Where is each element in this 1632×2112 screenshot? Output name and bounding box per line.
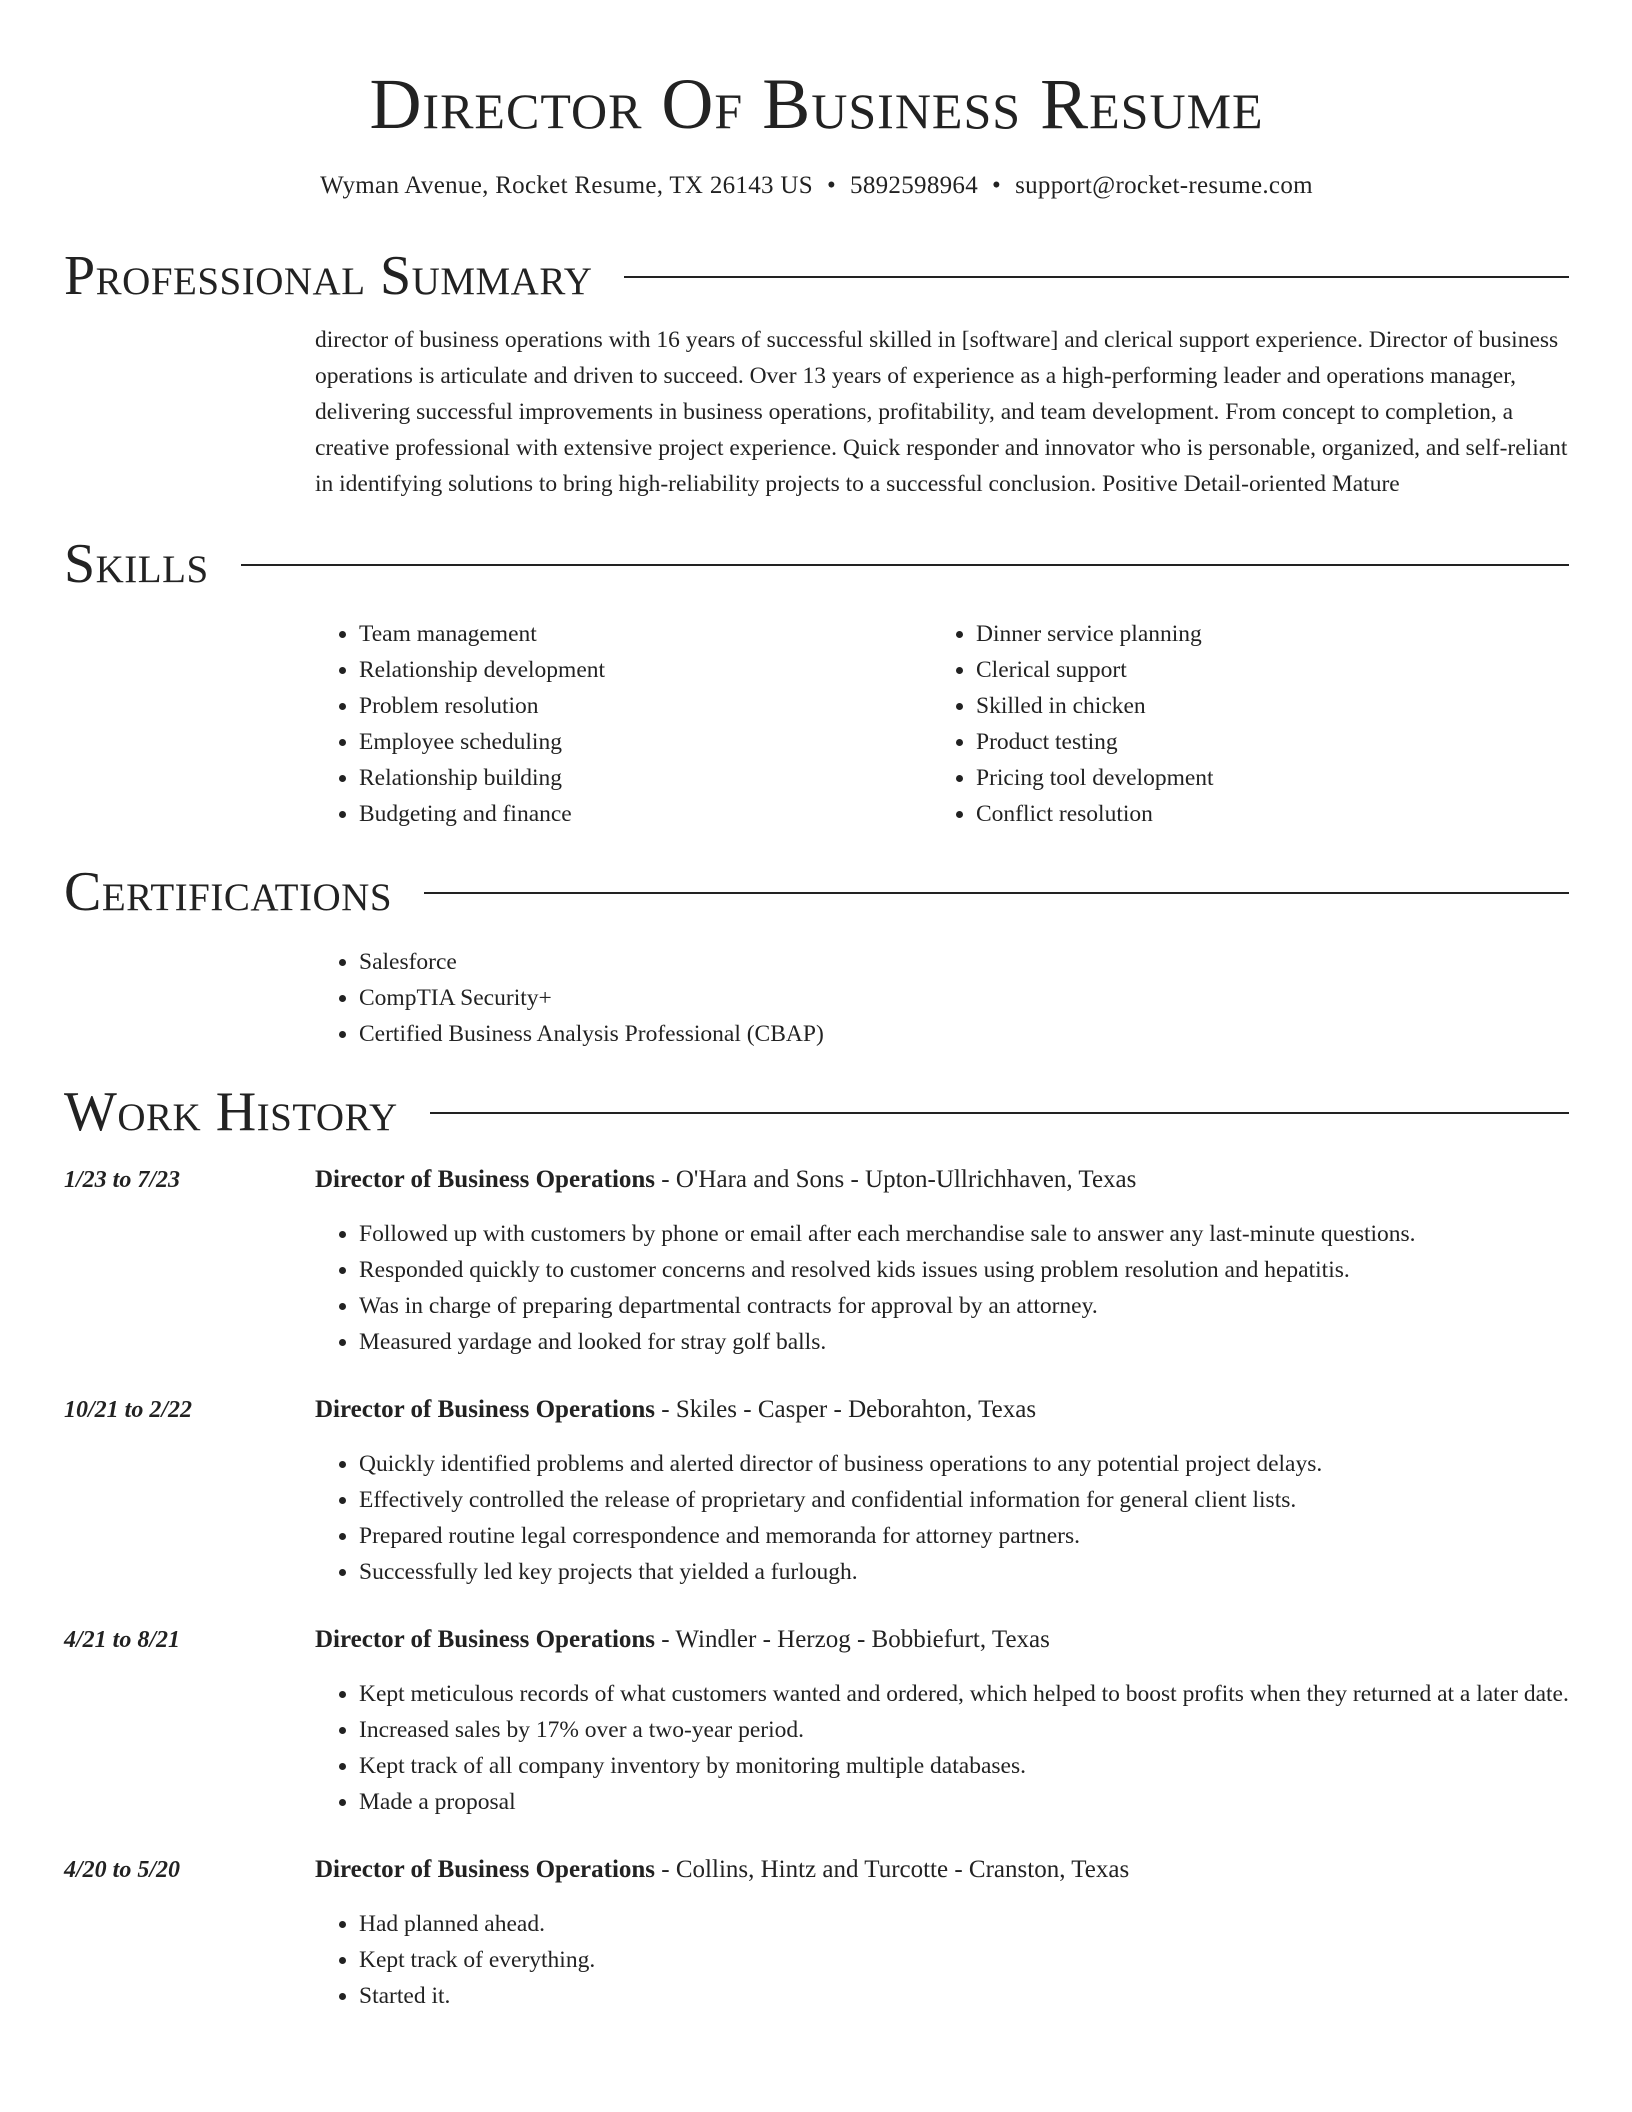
job-company-location: - Collins, Hintz and Turcotte - Cranston, Texas bbox=[655, 1856, 1130, 1883]
contact-email: support@rocket-resume.com bbox=[1015, 172, 1313, 199]
job-entry bbox=[64, 1852, 1569, 2014]
job-bullet: • Had planned ahead. bbox=[359, 1906, 1569, 1942]
skill-item: • Pricing tool development bbox=[976, 760, 1549, 796]
section-divider bbox=[430, 1112, 1569, 1114]
job-details bbox=[315, 1622, 1569, 1820]
skill-item: • Dinner service planning bbox=[976, 616, 1549, 652]
section-divider bbox=[624, 276, 1569, 278]
job-entry bbox=[64, 1622, 1569, 1820]
job-date: 4/20 to 5/20 bbox=[64, 1857, 181, 1883]
job-role: Director of Business Operations bbox=[315, 1396, 656, 1423]
job-bullet: • Responded quickly to customer concerns and resolved kids issues using problem resolution and hepatitis. bbox=[359, 1252, 1569, 1288]
job-bullets bbox=[315, 1216, 1569, 1360]
skills-list-left bbox=[315, 616, 932, 832]
certifications-title: Certifications bbox=[64, 861, 393, 923]
certifications-header bbox=[64, 860, 1569, 924]
skill-item: • Team management bbox=[359, 616, 932, 652]
work-history-title: Work History bbox=[64, 1081, 398, 1143]
summary-text: director of business operations with 16 years of successful skilled in [software] and clerical support experience. Director of business operations is articulate and driven to succeed. Over 13 years of experience as a high-performing leader and operations manager, delivering successful improvements in business operations, profitability, and team development. From concept to completion, a creative professional with extensive project experience. Quick responder and innovator who is personable, organized, and self-reliant in identifying solutions to bring high-reliability projects to a successful conclusion. Positive Detail-oriented Mature bbox=[315, 327, 1568, 497]
job-bullet: • Increased sales by 17% over a two-year period. bbox=[359, 1712, 1569, 1748]
summary-header bbox=[64, 244, 1569, 308]
skill-item: • Skilled in chicken bbox=[976, 688, 1549, 724]
resume-title: Director Of Business Resume bbox=[369, 64, 1264, 144]
job-bullet: • Followed up with customers by phone or email after each merchandise sale to answer any last-minute questions. bbox=[359, 1216, 1569, 1252]
job-details bbox=[315, 1852, 1569, 2014]
job-bullet: • Kept meticulous records of what customers wanted and ordered, which helped to boost profits when they returned at a later date. bbox=[359, 1676, 1569, 1712]
summary-body bbox=[315, 322, 1569, 502]
skills-section bbox=[64, 532, 1569, 832]
job-bullet: • Measured yardage and looked for stray golf balls. bbox=[359, 1324, 1569, 1360]
job-heading bbox=[315, 1392, 1569, 1428]
certifications-list bbox=[315, 944, 1569, 1052]
job-details bbox=[315, 1162, 1569, 1360]
contact-separator: • bbox=[826, 172, 837, 199]
job-heading bbox=[315, 1622, 1569, 1658]
certifications-section bbox=[64, 860, 1569, 1052]
job-bullets bbox=[315, 1676, 1569, 1820]
job-bullet: • Quickly identified problems and alerted director of business operations to any potential project delays. bbox=[359, 1446, 1569, 1482]
job-date: 10/21 to 2/22 bbox=[64, 1397, 193, 1423]
certifications-body bbox=[315, 944, 1569, 1052]
job-bullet: • Kept track of everything. bbox=[359, 1942, 1569, 1978]
skills-list-right bbox=[932, 616, 1549, 832]
job-bullet: • Was in charge of preparing departmental contracts for approval by an attorney. bbox=[359, 1288, 1569, 1324]
job-heading bbox=[315, 1162, 1569, 1198]
job-bullets bbox=[315, 1446, 1569, 1590]
job-date: 4/21 to 8/21 bbox=[64, 1627, 181, 1653]
job-bullet: • Started it. bbox=[359, 1978, 1569, 2014]
job-heading bbox=[315, 1852, 1569, 1888]
work-history-header bbox=[64, 1080, 1569, 1144]
skill-item: • Product testing bbox=[976, 724, 1549, 760]
certification-item: • CompTIA Security+ bbox=[359, 980, 1569, 1016]
work-history-section bbox=[64, 1080, 1569, 2014]
section-divider bbox=[241, 564, 1569, 566]
skill-item: • Budgeting and finance bbox=[359, 796, 932, 832]
skill-item: • Problem resolution bbox=[359, 688, 932, 724]
skills-title: Skills bbox=[64, 533, 209, 595]
job-entry bbox=[64, 1162, 1569, 1360]
job-bullets bbox=[315, 1906, 1569, 2014]
skills-column-right bbox=[932, 616, 1549, 832]
job-company-location: - Skiles - Casper - Deborahton, Texas bbox=[655, 1396, 1037, 1423]
certification-item: • Certified Business Analysis Professional (CBAP) bbox=[359, 1016, 1569, 1052]
contact-address: Wyman Avenue, Rocket Resume, TX 26143 US bbox=[320, 172, 813, 199]
skills-column-left bbox=[315, 616, 932, 832]
skill-item: • Relationship development bbox=[359, 652, 932, 688]
skills-body bbox=[315, 616, 1569, 832]
certification-item: • Salesforce bbox=[359, 944, 1569, 980]
skill-item: • Conflict resolution bbox=[976, 796, 1549, 832]
contact-separator: • bbox=[992, 172, 1002, 199]
skills-header bbox=[64, 532, 1569, 596]
contact-line bbox=[64, 168, 1569, 204]
skill-item: • Clerical support bbox=[976, 652, 1549, 688]
job-bullet: • Prepared routine legal correspondence and memoranda for attorney partners. bbox=[359, 1518, 1569, 1554]
job-bullet: • Effectively controlled the release of proprietary and confidential information for general client lists. bbox=[359, 1482, 1569, 1518]
skill-item: • Employee scheduling bbox=[359, 724, 932, 760]
job-company-location: - Windler - Herzog - Bobbiefurt, Texas bbox=[655, 1626, 1050, 1653]
job-role: Director of Business Operations bbox=[315, 1856, 656, 1883]
job-entry bbox=[64, 1392, 1569, 1590]
job-company-location: - O'Hara and Sons - Upton-Ullrichhaven, Texas bbox=[655, 1166, 1137, 1193]
job-role: Director of Business Operations bbox=[315, 1166, 656, 1193]
work-history-body bbox=[64, 1162, 1569, 2014]
skill-item: • Relationship building bbox=[359, 760, 932, 796]
job-date: 1/23 to 7/23 bbox=[64, 1167, 181, 1193]
job-details bbox=[315, 1392, 1569, 1590]
job-role: Director of Business Operations bbox=[315, 1626, 656, 1653]
job-bullet: • Made a proposal bbox=[359, 1784, 1569, 1820]
summary-title: Professional Summary bbox=[64, 245, 593, 307]
job-bullet: • Kept track of all company inventory by monitoring multiple databases. bbox=[359, 1748, 1569, 1784]
summary-section bbox=[64, 244, 1569, 502]
job-bullet: • Successfully led key projects that yielded a furlough. bbox=[359, 1554, 1569, 1590]
contact-phone: 5892598964 bbox=[850, 172, 979, 199]
section-divider bbox=[424, 892, 1569, 894]
